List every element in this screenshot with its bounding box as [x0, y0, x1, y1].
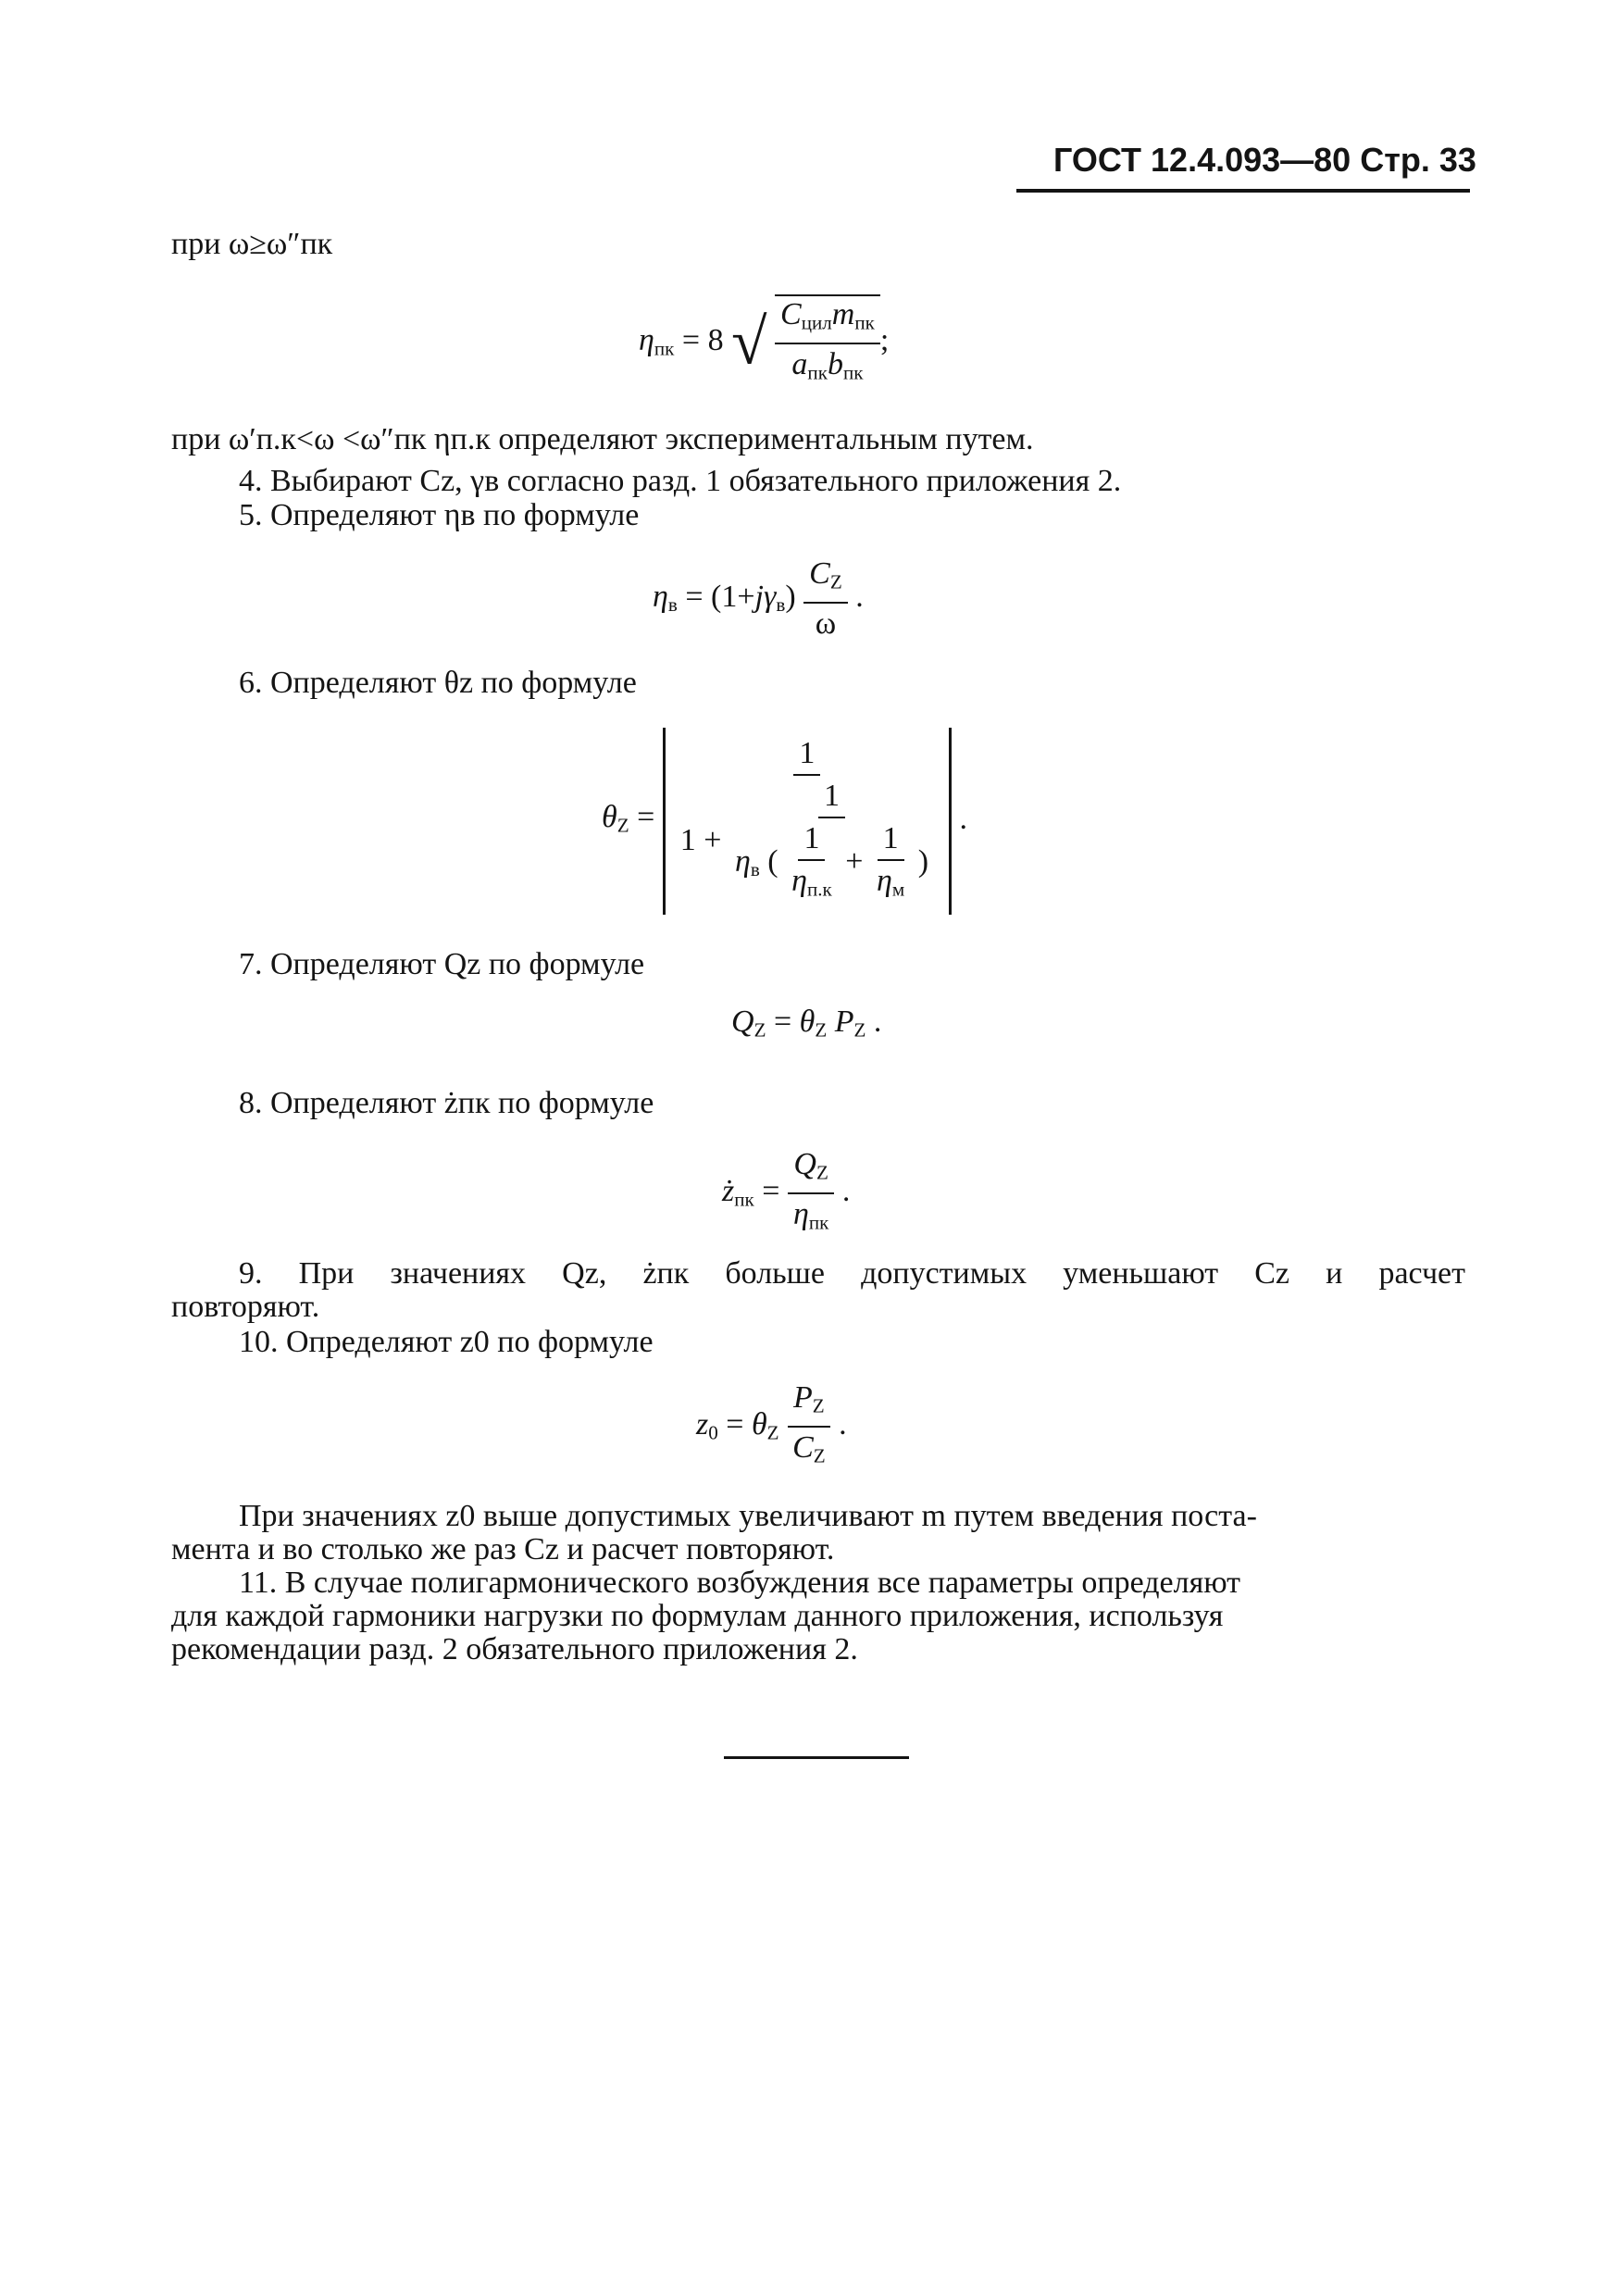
- end-rule: [724, 1756, 909, 1759]
- formula-q-z: $Q_Z = \theta_Z$ $P_Z$ .: [731, 1004, 882, 1042]
- step-5: 5. Определяют ηв по формуле: [239, 498, 640, 532]
- step-11-line-1: 11. В случае полигармонического возбуждения все параметры определяют: [239, 1566, 1241, 1600]
- formula-z-pk: $ż_{пк}$ = $\frac{Q_Z}{\eta_{пк}}$ .: [722, 1147, 851, 1234]
- condition-line-2: при ω′п.к<ω <ω″пк ηп.к определяют экспериментальным путем.: [171, 422, 1034, 456]
- formula-z0: $z_0 = \theta_Z$ $\frac{P_Z}{C_Z}$ .: [696, 1380, 847, 1467]
- step-10: 10. Определяют z0 по формуле: [239, 1325, 654, 1359]
- condition-line-1: при ω≥ω″пк: [171, 227, 333, 261]
- step-4: 4. Выбирают Cz, γв согласно разд. 1 обязательного приложения 2.: [239, 464, 1122, 498]
- formula-theta-z: $\theta_Z$ = 1 1 + 1 $\eta_в$ ( $\frac{1}{\eta_{п.к}}$ + $\frac{1}{\eta_м}$ ) .: [602, 728, 967, 915]
- step-11-line-3: рекомендации разд. 2 обязательного приложения 2.: [171, 1632, 858, 1666]
- formula-eta-pk: $\eta_{пк} = 8$ √ $\frac{C_{цил}m_{пк}}{a_{пк}b_{пк}}$ ;: [639, 294, 889, 392]
- step-9-line-1: 9. При значениях Qz, żпк больше допустимых уменьшают Cz и расчет: [239, 1256, 1465, 1291]
- step-9-line-2: повторяют.: [171, 1290, 320, 1324]
- step-11-line-2: для каждой гармоники нагрузки по формулам данного приложения, используя: [171, 1599, 1224, 1633]
- note-line-2: мента и во столько же раз Cz и расчет повторяют.: [171, 1532, 835, 1566]
- header-rule: [1016, 189, 1470, 193]
- note-line-1: При значениях z0 выше допустимых увеличивают m путем введения поста-: [239, 1499, 1257, 1533]
- step-8: 8. Определяют żпк по формуле: [239, 1086, 654, 1120]
- step-6: 6. Определяют θz по формуле: [239, 666, 637, 700]
- step-7: 7. Определяют Qz по формуле: [239, 947, 645, 981]
- page-header: ГОСТ 12.4.093—80 Стр. 33: [1053, 141, 1476, 179]
- formula-eta-v: $\eta_в = (1+j\gamma_в)$ $\frac{C_Z}{\omega}$ .: [653, 556, 864, 642]
